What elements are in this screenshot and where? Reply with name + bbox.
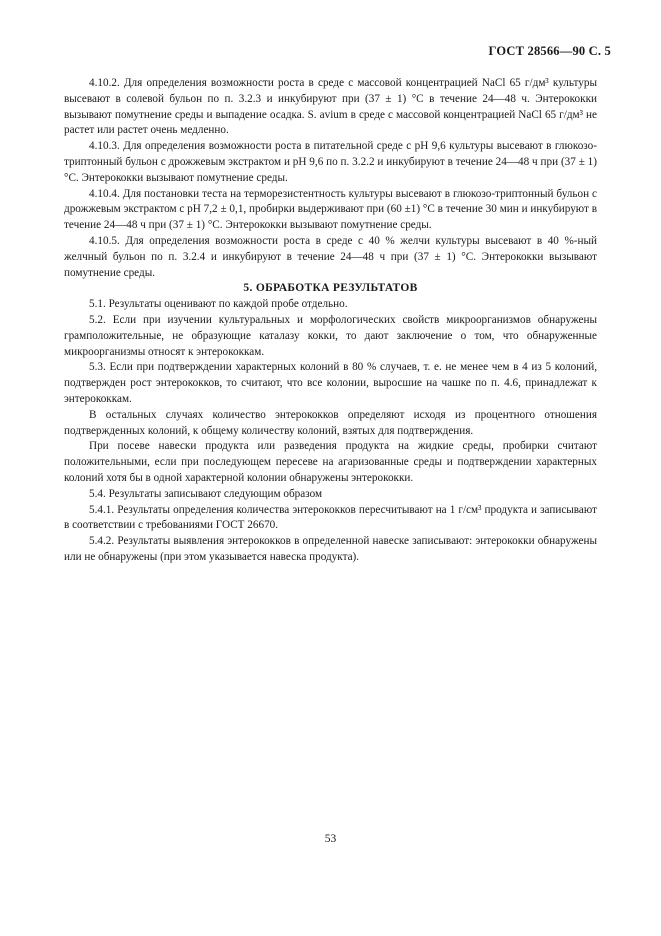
paragraph-4-10-3: 4.10.3. Для определения возможности роста в питательной среде с рН 9,6 культуры высевают в глюкозо-триптонный бульон с дрожжевым экстрактом и рН 9,6 по п. 3.2.2 и инкубируют в течение 24—48 ч при (37 ± 1) °С. Энтерококки вызывают помутнение среды. bbox=[64, 140, 597, 184]
document-body bbox=[64, 76, 597, 566]
paragraph-5-4: 5.4. Результаты записывают следующим образом bbox=[89, 487, 323, 500]
page-header: ГОСТ 28566—90 С. 5 bbox=[488, 44, 611, 58]
paragraph-5-4-1: 5.4.1. Результаты определения количества энтерококков пересчитывают на 1 г/см³ продукта и записывают в соответствии с требованиями ГОСТ 26670. bbox=[64, 503, 597, 532]
paragraph-5-3: 5.3. Если при подтверждении характерных колоний в 80 % случаев, т. е. не менее чем в 4 из 5 колоний, подтвержден рост энтерококков, то считают, что все колонии, выросшие на чашке по п. 4.6, принадлежат к энтерококкам. bbox=[64, 361, 597, 405]
paragraph-5-4-2: 5.4.2. Результаты выявления энтерококков в определенной навеске записывают: энтерококки обнаружены или не обнаружены (при этом указывается навеска продукта). bbox=[64, 535, 597, 563]
paragraph-4-10-4: 4.10.4. Для постановки теста на терморезистентность культуры высевают в глюкозо-триптонный бульон с дрожжевым экстрактом с рН 7,2 ± 0,1, пробирки выдерживают при (60 ±1) °С в течение 30 мин и инкубируют в течение 24—48 ч при (37 ± 1) °С. Энтерококки вызывают помутнение среды. bbox=[64, 187, 597, 232]
paragraph-5-2: 5.2. Если при изучении культуральных и морфологических свойств микроорганизмов обнаружены грамположительные, не образующие каталазу кокки, то дают заключение о том, что обнаруженные микроорганизмы относят к энтерококкам. bbox=[64, 313, 597, 358]
paragraph-5-3-liquid-media: При посеве навески продукта или разведения продукта на жидкие среды, пробирки считают положительными, если при последующем пересеве на агаризованные среды и подтверждении характерных колоний хотя бы в одной характерной колонии обнаружены энтерококки. bbox=[64, 440, 597, 484]
section-title: 5. ОБРАБОТКА РЕЗУЛЬТАТОВ bbox=[243, 282, 418, 295]
paragraph-5-1: 5.1. Результаты оценивают по каждой пробе отдельно. bbox=[89, 298, 348, 311]
paragraph-4-10-5: 4.10.5. Для определения возможности роста в среде с 40 % желчи культуры высевают в 40 %-ный желчный бульон по п. 3.2.4 и инкубируют в течение 24—48 ч при (37 ± 1) °С. Энтерококки вызывают помутнение среды. bbox=[64, 234, 597, 279]
page-number: 53 bbox=[324, 833, 337, 845]
paragraph-5-3-other-cases: В остальных случаях количество энтерококков определяют исходя из процентного отношения подтвержденных колоний, к общему количеству колоний, взятых для подтверждения. bbox=[64, 408, 597, 437]
paragraph-4-10-2: 4.10.2. Для определения возможности роста в среде с массовой концентрацией NaCl 65 г/дм³ культуры высевают в солевой бульон по п. 3.2.3 и инкубируют при (37 ± 1) °С в течение 24—48 ч. Энтерококки вызывают помутнение среды и выпадение осадка. S. avium в среде с массовой концентрацией NaCl 65 г/дм³ не растет или растет очень медленно. bbox=[64, 77, 597, 137]
